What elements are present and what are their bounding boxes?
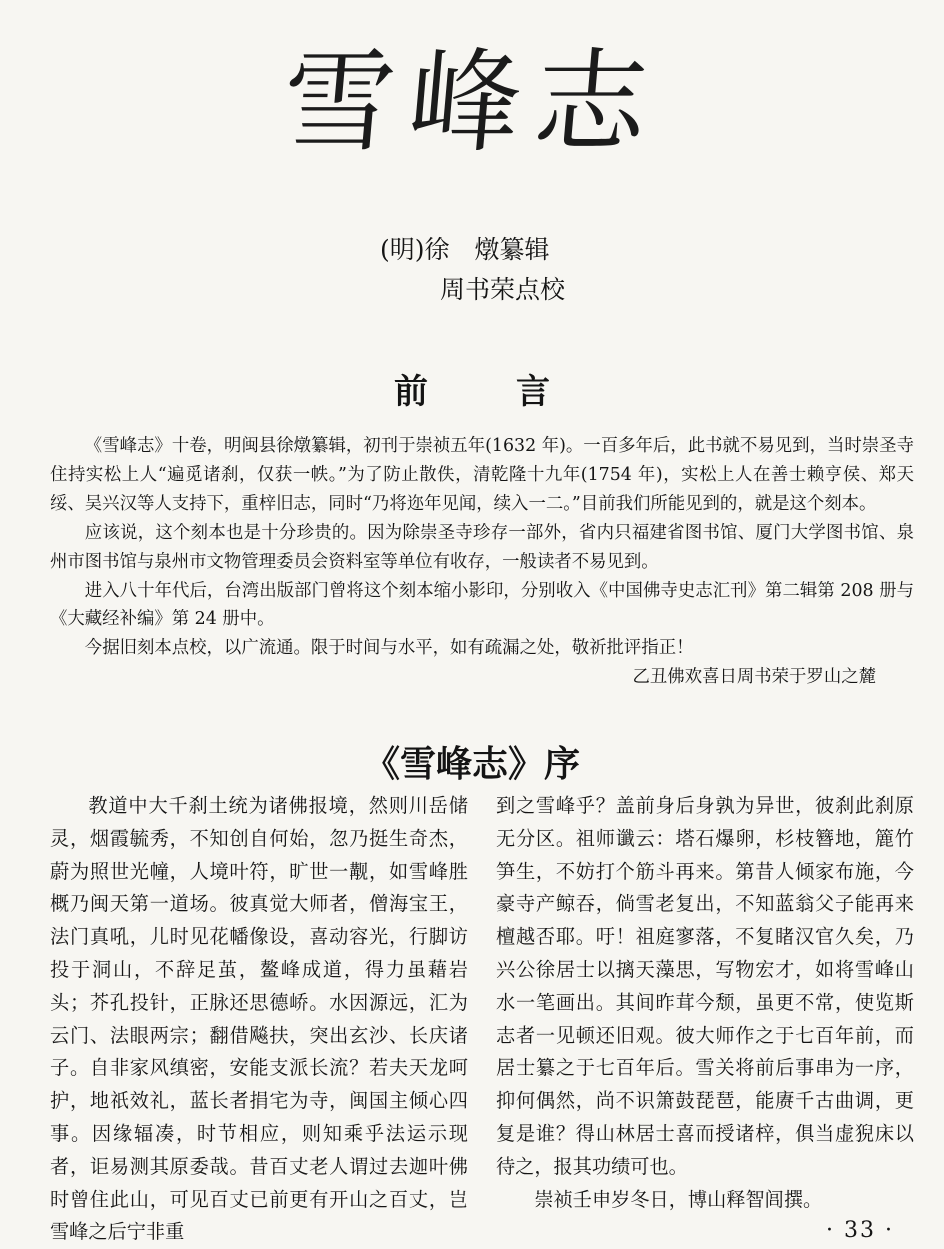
preface-signature: 乙丑佛欢喜日周书荣于罗山之麓 xyxy=(632,667,876,688)
xu-left-column xyxy=(50,790,468,1249)
preface-paragraph: 今据旧刻本点校，以广流通。限于时间与水平，如有疏漏之处，敬祈批评指正！ xyxy=(84,638,694,659)
page-number: · 33 · xyxy=(826,1218,894,1243)
preface-paragraph: 应该说，这个刻本也是十分珍贵的。因为除崇圣寺珍存一部外，省内只福建省图书馆、厦门大学图书馆、泉州市图书馆与泉州市文物管理委员会资料室等单位有收存，一般读者不易见到。 xyxy=(50,522,914,572)
xu-heading: 《雪峰志》序 xyxy=(363,743,580,785)
document-title: 雪峰志 xyxy=(277,38,667,168)
preface-heading: 前言 xyxy=(394,372,638,412)
xu-text-right: 到之雪峰乎？盖前身后身孰为异世，彼刹此刹原无分区。祖师谶云：塔石爆卵，杉枝簪地，簏竹笋生，不妨打个筋斗再来。第昔人倾家布施，今豪寺产鲸吞，倘雪老复出，不知蓝翁父子能再来檀越否耶。吁！祖庭寥落，不复睹汉官久矣，乃兴公徐居士以摛天藻思，写物宏才，如将雪峰山水一笔画出。其间昨茸今颓，虽更不常，使览斯志者一见顿还旧观。彼大师作之于七百年前，而居士纂之于七百年后。雪关将前后事串为一序，抑何偶然，尚不识箫鼓琵琶，能赓千古曲调，更复是谁？得山林居士喜而授诸梓，俱当虚猊床以待之，报其功绩可也。 xyxy=(496,794,914,1178)
preface-paragraph: 进入八十年代后，台湾出版部门曾将这个刻本缩小影印，分别收入《中国佛寺史志汇刊》第二辑第 208 册与《大藏经补编》第 24 册中。 xyxy=(50,580,914,630)
xu-right-column xyxy=(496,790,914,1216)
editor-line: 周书荣点校 xyxy=(440,275,566,304)
xu-signature: 崇祯壬申岁冬日，博山释智闾撰。 xyxy=(534,1187,823,1211)
preface-body xyxy=(50,432,914,692)
xu-text-left: 教道中大千刹土统为诸佛报境，然则川岳储灵，烟霞毓秀，不知创自何始，忽乃挺生奇杰，蔚为照世光幢，人境叶符，旷世一觏，如雪峰胜概乃闽天第一道场。彼真觉大师者，僧海宝王，法门真吼，儿时见花幡像设，喜动容光，行脚访投于洞山，不辞足茧，鳌峰成道，得力虽藉岩头；芥孔投针，正脉还思德峤。水因源远，汇为云门、法眼两宗；翻借飚扶，突出玄沙、长庆诸子。自非家风缜密，安能支派长流？若夫天龙呵护，地祇效礼，蓝长者捐宅为寺，闽国主倾心四事。因缘辐凑，时节相应，则知乘乎法运示现者，讵易测其原委哉。昔百丈老人谓过去迦叶佛时曾住此山，可见百丈已前更有开山之百丈，岂雪峰之后宁非重 xyxy=(50,794,468,1244)
preface-paragraph: 《雪峰志》十卷，明闽县徐燉纂辑，初刊于崇祯五年(1632 年)。一百多年后，此书就不易见到，当时崇圣寺住持实松上人“遍觅诸刹，仅获一帙。”为了防止散佚，清乾隆十九年(1754 年)，实松上人在善士赖亨侯、郑天绥、吴兴汉等人支持下，重梓旧志，同时“乃将迩年见闻，续入一二。”目前我们所能见到的，就是这个刻本。 xyxy=(50,436,914,514)
compiler-line: (明)徐 燉纂辑 xyxy=(380,235,550,264)
